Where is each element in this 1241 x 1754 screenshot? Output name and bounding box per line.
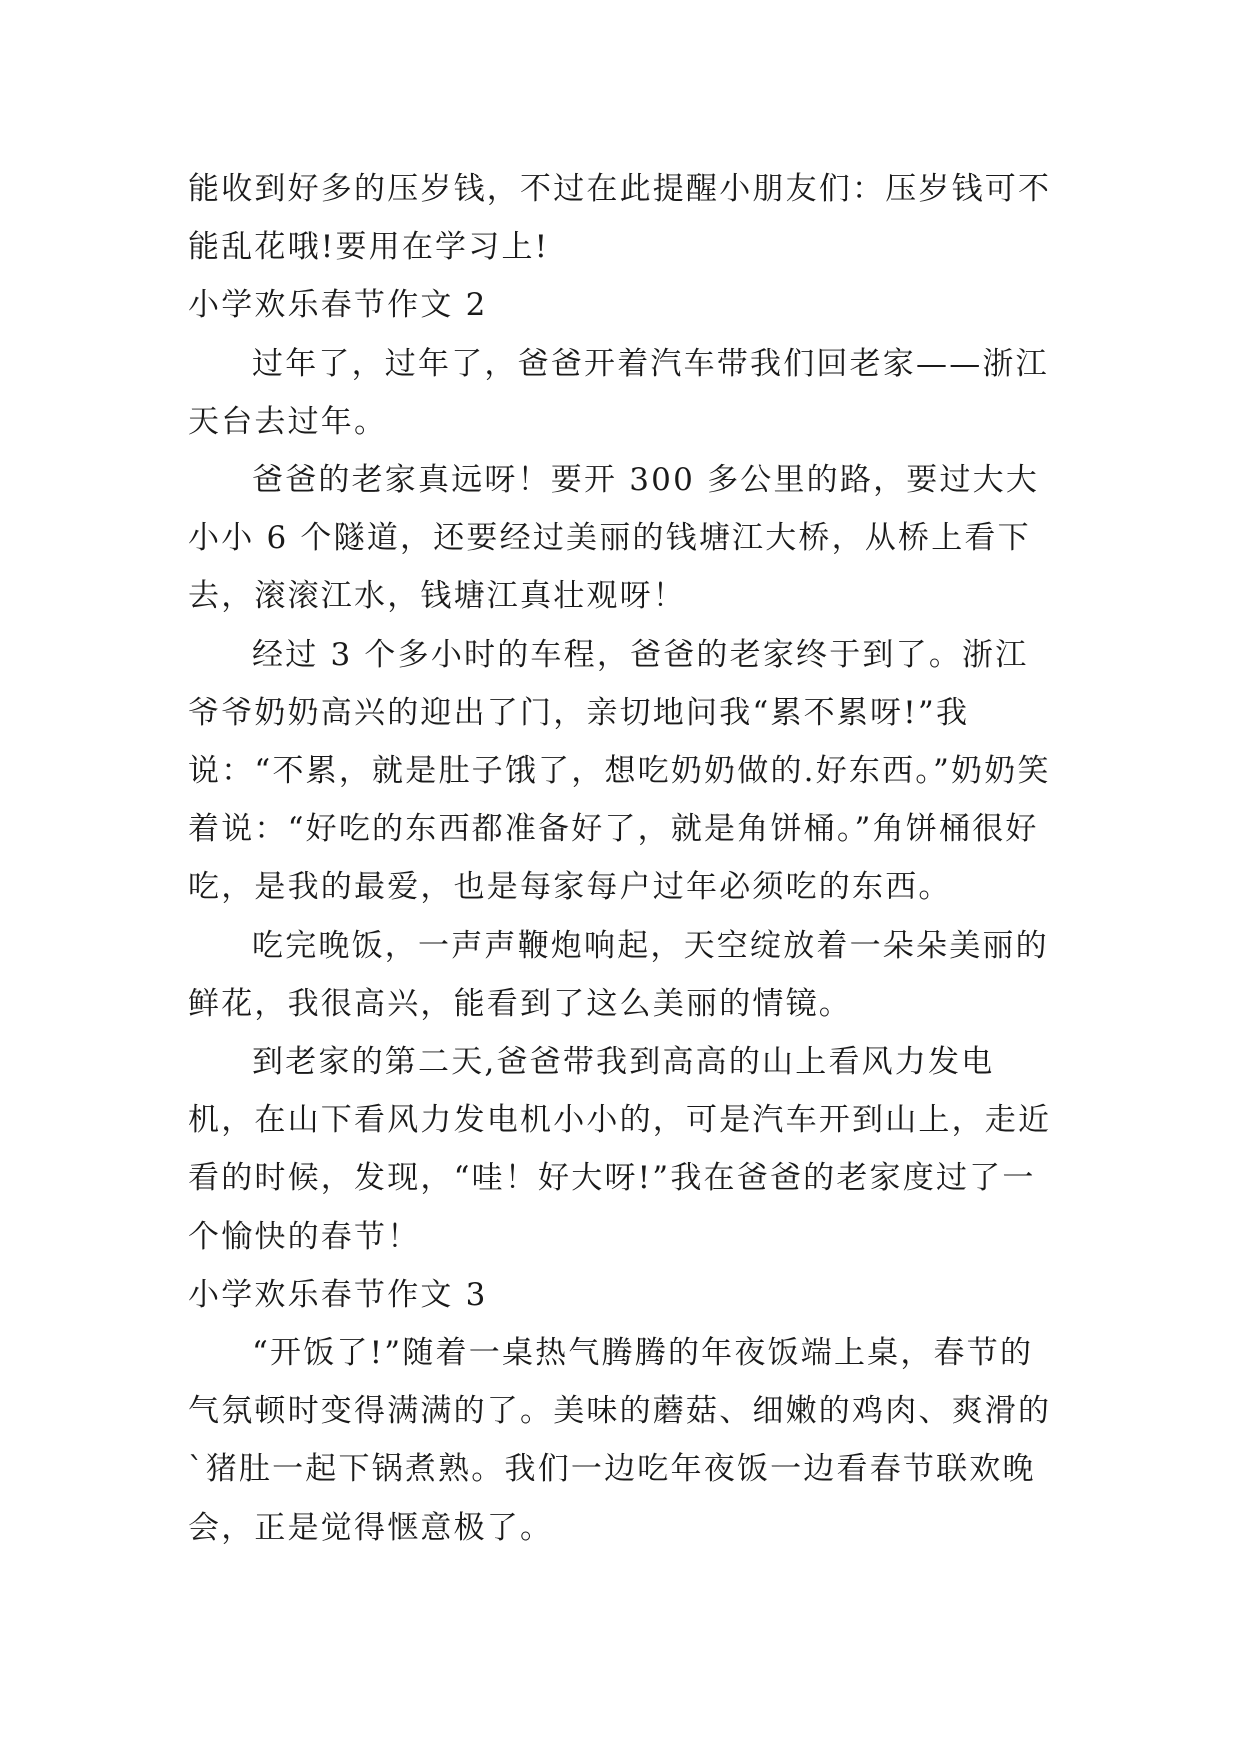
essay-3-paragraph: “开饭了!”随着一桌热气腾腾的年夜饭端上桌，春节的气氛顿时变得满满的了。美味的蘑菇、细嫩的鸡肉、爽滑的`猪肚一起下锅煮熟。我们一边吃年夜饭一边看春节联欢晚会，正是觉得惬意极了。 [188, 1335, 1052, 1546]
essay-2-paragraph: 吃完晚饭，一声声鞭炮响起，天空绽放着一朵朵美丽的鲜花，我很高兴，能看到了这么美丽的情镜。 [188, 927, 1049, 1022]
essay-2-paragraph: 过年了，过年了，爸爸开着汽车带我们回老家——浙江天台去过年。 [188, 345, 1049, 440]
essay-2-paragraph: 到老家的第二天,爸爸带我到高高的山上看风力发电机，在山下看风力发电机小小的，可是汽车开到山上，走近看的时候，发现，“哇！好大呀!”我在爸爸的老家度过了一个愉快的春节！ [188, 1044, 1052, 1255]
essay-3-title: 小学欢乐春节作文 3 [188, 1276, 488, 1313]
essay-2-paragraph: 经过 3 个多小时的车程，爸爸的老家终于到了。浙江爷爷奶奶高兴的迎出了门，亲切地问我“累不累呀!”我说：“不累，就是肚子饿了，想吃奶奶做的.好东西。”奶奶笑着说：“好吃的东西都准备好了，就是角饼桶。”角饼桶很好吃，是我的最爱，也是每家每户过年必须吃的东西。 [188, 636, 1051, 906]
essay-2-title: 小学欢乐春节作文 2 [188, 287, 488, 324]
document-page [188, 160, 1058, 1557]
continuation-paragraph: 能收到好多的压岁钱，不过在此提醒小朋友们：压岁钱可不能乱花哦!要用在学习上! [188, 171, 1052, 266]
essay-2-paragraph: 爸爸的老家真远呀！要开 300 多公里的路，要过大大小小 6 个隧道，还要经过美丽的钱塘江大桥，从桥上看下去，滚滚江水，钱塘江真壮观呀！ [188, 462, 1040, 615]
